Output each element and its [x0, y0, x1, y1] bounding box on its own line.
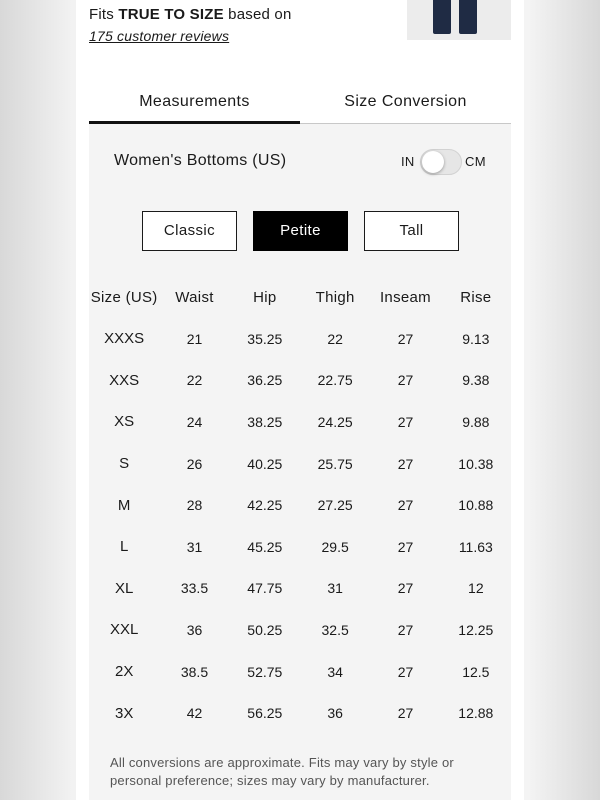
cell-inseam: 27 — [397, 580, 414, 597]
cell-thigh: 31 — [327, 580, 343, 597]
fit-summary — [89, 6, 292, 23]
cell-waist: 36 — [186, 621, 203, 638]
cell-thigh: 24.25 — [317, 413, 353, 430]
size-guide-sheet — [76, 0, 524, 800]
cell-size: 2X — [114, 663, 134, 681]
cell-hip: 35.25 — [247, 330, 283, 347]
cell-rise: 9.38 — [462, 372, 490, 389]
fit-suffix: based on — [223, 6, 292, 23]
cell-rise: 11.63 — [458, 538, 493, 555]
cell-rise: 12 — [468, 580, 484, 597]
cell-hip: 42.25 — [247, 497, 283, 514]
cell-waist: 42 — [186, 705, 203, 722]
cell-size: XS — [114, 413, 135, 431]
size-guide-tabs — [89, 86, 511, 124]
product-thumbnail — [407, 0, 511, 40]
cell-thigh: 27.25 — [317, 497, 353, 514]
cell-inseam: 27 — [397, 372, 414, 389]
cell-waist: 33.5 — [180, 580, 209, 597]
cell-rise: 10.38 — [458, 455, 494, 472]
cell-hip: 38.25 — [247, 413, 283, 430]
cell-rise: 9.88 — [462, 413, 490, 430]
cell-rise: 12.88 — [458, 705, 494, 722]
measurements-panel — [89, 124, 511, 800]
column-header-inseam: Inseam — [379, 288, 431, 306]
cell-waist: 22 — [186, 372, 203, 389]
cell-hip: 52.75 — [247, 663, 283, 680]
column-header-waist: Waist — [175, 288, 214, 306]
cell-hip: 47.75 — [247, 580, 283, 597]
cell-thigh: 25.75 — [317, 455, 353, 472]
fit-emphasis: TRUE TO SIZE — [118, 6, 224, 23]
cell-size: XXXS — [104, 330, 145, 348]
size-measurements-table — [89, 276, 511, 734]
table-row — [89, 651, 511, 693]
cell-size: 3X — [114, 704, 134, 722]
cell-inseam: 27 — [397, 330, 414, 347]
cell-hip: 56.25 — [247, 705, 283, 722]
conversion-disclaimer: All conversions are approximate. Fits may vary by style or personal preference; sizes may vary by manufacturer. — [110, 755, 454, 788]
table-row — [89, 692, 511, 734]
cell-inseam: 27 — [397, 497, 414, 514]
cell-rise: 10.88 — [458, 497, 494, 514]
cell-size: S — [119, 455, 130, 473]
cell-size: XXS — [109, 371, 140, 389]
cell-thigh: 22 — [327, 330, 343, 347]
cell-size: XL — [114, 579, 134, 597]
cell-size: M — [117, 496, 131, 514]
cell-rise: 12.5 — [462, 663, 490, 680]
customer-reviews-link[interactable]: 175 customer reviews — [89, 28, 230, 44]
cell-rise: 9.13 — [462, 330, 490, 347]
cell-thigh: 29.5 — [321, 538, 349, 555]
cell-inseam: 27 — [397, 621, 414, 638]
jeans-leg-left — [433, 0, 451, 34]
unit-toggle[interactable] — [420, 149, 462, 175]
cell-size: L — [119, 538, 129, 556]
cell-waist: 26 — [186, 455, 203, 472]
column-header-thigh: Thigh — [315, 288, 355, 306]
fit-petite-button[interactable]: Petite — [253, 211, 348, 251]
table-row — [89, 443, 511, 485]
table-header-row — [89, 276, 511, 318]
table-row — [89, 609, 511, 651]
table-row — [89, 568, 511, 610]
table-row — [89, 360, 511, 402]
cell-waist: 24 — [186, 413, 203, 430]
cell-hip: 45.25 — [247, 538, 283, 555]
unit-label-cm: CM — [465, 154, 486, 169]
table-body — [89, 318, 511, 734]
cell-thigh: 32.5 — [321, 621, 349, 638]
cell-hip: 40.25 — [247, 455, 283, 472]
table-row — [89, 484, 511, 526]
cell-size: XXL — [109, 621, 139, 639]
table-row — [89, 526, 511, 568]
cell-rise: 12.25 — [458, 621, 494, 638]
tab-measurements[interactable]: Measurements — [139, 93, 250, 110]
cell-hip: 36.25 — [247, 372, 283, 389]
cell-waist: 21 — [186, 330, 203, 347]
cell-inseam: 27 — [397, 538, 414, 555]
cell-waist: 28 — [186, 497, 203, 514]
cell-inseam: 27 — [397, 705, 414, 722]
fit-tall-button[interactable]: Tall — [364, 211, 459, 251]
fit-classic-button[interactable]: Classic — [142, 211, 237, 251]
unit-label-in: IN — [401, 154, 415, 169]
unit-toggle-knob — [422, 151, 444, 173]
cell-hip: 50.25 — [247, 621, 283, 638]
column-header-rise: Rise — [460, 288, 492, 306]
cell-inseam: 27 — [397, 663, 414, 680]
cell-thigh: 22.75 — [317, 372, 353, 389]
cell-thigh: 34 — [327, 663, 343, 680]
column-header-size: Size (US) — [90, 288, 158, 306]
cell-inseam: 27 — [397, 455, 414, 472]
fit-prefix: Fits — [89, 6, 119, 23]
table-row — [89, 401, 511, 443]
category-title: Women's Bottoms (US) — [114, 152, 287, 169]
column-header-hip: Hip — [253, 288, 277, 306]
tab-size-conversion[interactable]: Size Conversion — [344, 93, 467, 110]
jeans-leg-right — [459, 0, 477, 34]
cell-inseam: 27 — [397, 413, 414, 430]
cell-waist: 31 — [186, 538, 203, 555]
cell-thigh: 36 — [327, 705, 343, 722]
table-row — [89, 318, 511, 360]
cell-waist: 38.5 — [180, 663, 209, 680]
